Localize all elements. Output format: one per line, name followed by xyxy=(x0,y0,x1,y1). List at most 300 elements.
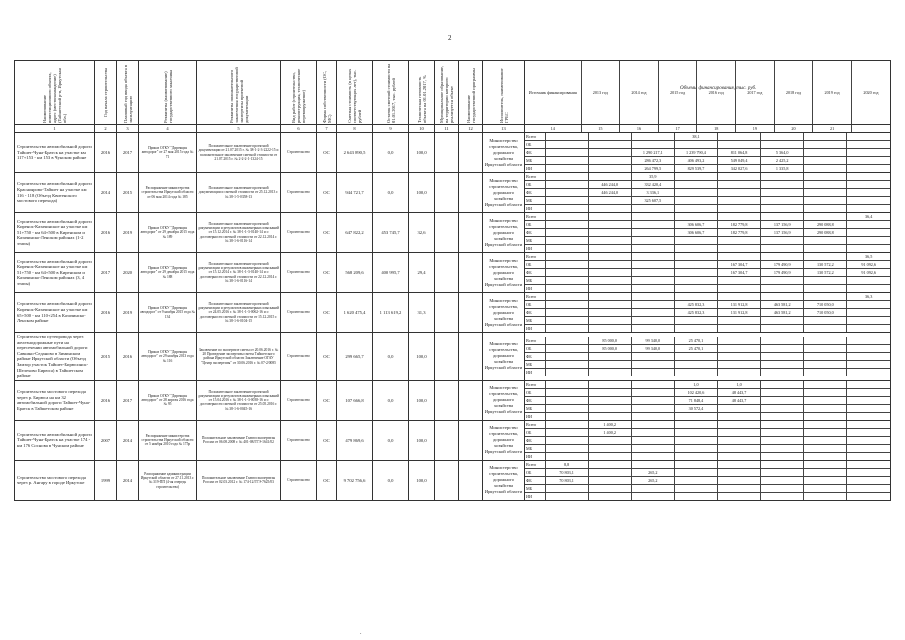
end-year: 2017 xyxy=(117,133,139,173)
fin-value xyxy=(847,325,890,333)
fin-value xyxy=(545,337,588,345)
fin-value xyxy=(631,253,674,261)
fin-value xyxy=(545,412,588,420)
column-number: 3 xyxy=(117,125,139,133)
fin-value: 5 364,0 xyxy=(761,149,804,157)
fin-value xyxy=(545,253,588,261)
fin-value xyxy=(545,285,588,293)
fin-source-label: ОБ xyxy=(525,388,545,396)
fin-value xyxy=(545,181,588,189)
work-type: Строительство xyxy=(281,173,317,213)
fin-value xyxy=(545,133,588,141)
readiness-percent: 100,0 xyxy=(409,420,435,460)
fin-value xyxy=(761,381,804,389)
fin-value: 265,2 xyxy=(631,468,674,476)
fin-value xyxy=(631,261,674,269)
table-row xyxy=(15,173,891,213)
fin-value xyxy=(804,436,847,444)
fin-value: 306 606,7 xyxy=(674,221,717,229)
agency-name: Министерство строительства, дорожного хозяйства Иркутской области xyxy=(483,133,525,173)
fin-value xyxy=(674,277,717,285)
fin-value xyxy=(631,360,674,368)
estimated-cost: 479 869,6 xyxy=(337,420,373,460)
ownership-form: ОС xyxy=(317,460,337,500)
fin-value xyxy=(804,444,847,452)
fin-value xyxy=(718,404,761,412)
fin-value xyxy=(847,221,890,229)
fin-value xyxy=(847,285,890,293)
fin-value xyxy=(761,360,804,368)
fin-value xyxy=(761,325,804,333)
fin-value xyxy=(761,285,804,293)
fin-source-label: Всего xyxy=(525,337,545,345)
fin-value xyxy=(761,492,804,500)
fin-value: 130 572,2 xyxy=(804,261,847,269)
fin-source-label: ФБ xyxy=(525,436,545,444)
column-number: 4 xyxy=(139,125,197,133)
fin-value xyxy=(674,189,717,197)
table-row xyxy=(15,213,891,253)
fin-value xyxy=(674,428,717,436)
header-expertise: Реквизиты положительного заключения государственной экспертизы проектной документации xyxy=(197,61,281,125)
fin-value xyxy=(847,452,890,460)
column-number: 11 xyxy=(435,125,459,133)
municipality xyxy=(435,213,459,253)
customer-order: Распоряжение администрации Иркутской области от 27.11.2013 г. № 319-ПП (4-ая очередь строительства) xyxy=(139,460,197,500)
work-type: Строительство xyxy=(281,253,317,293)
fin-value xyxy=(804,325,847,333)
table-row xyxy=(15,293,891,333)
fin-value xyxy=(545,317,588,325)
fin-value xyxy=(674,245,717,253)
fin-value xyxy=(545,484,588,492)
fin-value xyxy=(847,484,890,492)
remaining-cost: 400 995,7 xyxy=(373,253,409,293)
customer-order: Приказ ОГКУ "Дирекция автодорог" от 27 мая 2015 года № 71 xyxy=(139,133,197,173)
fin-value xyxy=(588,468,631,476)
remaining-cost: 0,0 xyxy=(373,380,409,420)
fin-value xyxy=(761,344,804,352)
fin-value xyxy=(674,261,717,269)
fin-value xyxy=(674,476,717,484)
fin-value: 70 803,1 xyxy=(545,468,588,476)
customer-order: Распоряжение министерства строительства Иркутской области от 06 мая 2014 года № 185 xyxy=(139,173,197,213)
municipality xyxy=(435,460,459,500)
fin-value xyxy=(674,360,717,368)
column-number: 8 xyxy=(337,125,373,133)
fin-source-label: Всего xyxy=(525,461,545,469)
financing-block xyxy=(525,460,891,500)
fin-source-label: ФБ xyxy=(525,309,545,317)
fin-value: 182 779,8 xyxy=(718,229,761,237)
fin-value xyxy=(631,245,674,253)
fin-value xyxy=(847,337,890,345)
end-year: 2019 xyxy=(117,293,139,333)
fin-value: 342 027,6 xyxy=(718,165,761,173)
fin-value xyxy=(761,337,804,345)
fin-source-label: ИИ xyxy=(525,452,545,460)
fin-value xyxy=(804,181,847,189)
fin-source-label: ФБ xyxy=(525,189,545,197)
fin-value xyxy=(847,468,890,476)
fin-value: 1 239 790,4 xyxy=(674,149,717,157)
work-type: Строительство xyxy=(281,460,317,500)
table-row xyxy=(15,133,891,173)
fin-value xyxy=(761,476,804,484)
fin-source-label: Всего xyxy=(525,293,545,301)
fin-value xyxy=(588,261,631,269)
fin-value: 35,9 xyxy=(631,173,674,181)
agency-name: Министерство строительства, дорожного хозяйства Иркутской области xyxy=(483,293,525,333)
object-name: Строительство автомобильной дороги Тайшет-Чуна-Братск на участке 174 - км 176 Соснова в Чунском районе xyxy=(15,420,95,460)
header-start-year: Год начала строительства xyxy=(95,61,117,125)
remaining-cost: 0,0 xyxy=(373,173,409,213)
expertise-conclusion: Заключение по экспертизе сметы от 20.06.2016 г. № 20 Проведение экспертизы сметы Тайшетского района Иркутской области Заключение ОГАУ "Центр экспертизы" от 30.06.2016 г. № 07-2/0085 xyxy=(197,333,281,381)
end-year: 2014 xyxy=(117,420,139,460)
fin-value xyxy=(761,277,804,285)
expertise-conclusion: Положительное заключение Главгосэкспертизы России от 02.03.2012 г. № 174-12/ГГЭ-7625/03 xyxy=(197,460,281,500)
estimated-cost: 107 666,8 xyxy=(337,380,373,420)
fin-value xyxy=(804,293,847,301)
table-row xyxy=(15,380,891,420)
fin-value xyxy=(588,309,631,317)
program xyxy=(459,253,483,293)
fin-value xyxy=(761,133,804,141)
fin-value xyxy=(545,428,588,436)
fin-value xyxy=(545,368,588,376)
fin-value: 137 156,9 xyxy=(761,221,804,229)
fin-value xyxy=(674,492,717,500)
fin-source-label: ФБ xyxy=(525,229,545,237)
municipality xyxy=(435,420,459,460)
financing-block xyxy=(525,293,891,333)
fin-value: 25 470,1 xyxy=(674,337,717,345)
work-type: Строительство xyxy=(281,213,317,253)
fin-value xyxy=(588,157,631,165)
fin-value xyxy=(718,253,761,261)
start-year: 2016 xyxy=(95,133,117,173)
start-year: 2015 xyxy=(95,333,117,381)
fin-value xyxy=(847,301,890,309)
fin-value xyxy=(847,317,890,325)
fin-value: 1,0 xyxy=(674,381,717,389)
column-number: 13 xyxy=(483,125,525,133)
fin-source-label: ИИ xyxy=(525,285,545,293)
fin-value xyxy=(761,141,804,149)
fin-value xyxy=(761,461,804,469)
fin-source-label: ИИ xyxy=(525,368,545,376)
fin-value xyxy=(847,181,890,189)
fin-value xyxy=(545,229,588,237)
fin-value xyxy=(588,412,631,420)
fin-value xyxy=(545,352,588,360)
fin-source-label: Всего xyxy=(525,173,545,181)
fin-value: 137 156,9 xyxy=(761,229,804,237)
fin-value xyxy=(588,360,631,368)
fin-value xyxy=(804,141,847,149)
fin-value: 36,5 xyxy=(847,253,890,261)
fin-value xyxy=(588,388,631,396)
fin-value: 30 572,4 xyxy=(674,404,717,412)
fin-source-label: Всего xyxy=(525,133,545,141)
fin-value xyxy=(674,368,717,376)
fin-value xyxy=(718,277,761,285)
fin-source-label: МБ xyxy=(525,157,545,165)
fin-value xyxy=(631,309,674,317)
fin-value xyxy=(545,421,588,429)
fin-value xyxy=(847,360,890,368)
expertise-conclusion: Положительное заключение проектной документации и результатов инженерных изысканий от 15.12.2014 г. № 38-1-1-3-0140-14 и о достоверности сметной стоимости от 22.12.2014 г. № 38-1-6-0116-14 xyxy=(197,253,281,293)
fin-value: 130 572,2 xyxy=(804,269,847,277)
fin-value xyxy=(804,381,847,389)
fin-value xyxy=(847,173,890,181)
fin-value: 131 912,8 xyxy=(718,301,761,309)
fin-value: 131 912,8 xyxy=(718,309,761,317)
fin-value xyxy=(804,277,847,285)
fin-value xyxy=(804,149,847,157)
remaining-cost: 0,0 xyxy=(373,420,409,460)
fin-value xyxy=(545,237,588,245)
fin-value xyxy=(588,484,631,492)
fin-value xyxy=(631,492,674,500)
ownership-form: ОС xyxy=(317,133,337,173)
fin-source-label: МБ xyxy=(525,484,545,492)
object-name: Строительство автомобильной дороги Киренск-Казачинское на участке км 51+750 - км 64+500 в Киренском и Казачинско-Ленском районах (1-2 этапы) xyxy=(15,213,95,253)
financing-block xyxy=(525,213,891,253)
end-year: 2019 xyxy=(117,213,139,253)
fin-value xyxy=(847,428,890,436)
fin-value: 71 848,4 xyxy=(674,396,717,404)
fin-value: 102 420,6 xyxy=(674,388,717,396)
fin-value xyxy=(631,325,674,333)
fin-value xyxy=(847,309,890,317)
remaining-cost: 1 113 619,2 xyxy=(373,293,409,333)
fin-value xyxy=(631,133,674,141)
agency-name: Министерство строительства, дорожного хозяйства Иркутской области xyxy=(483,333,525,381)
financing-block xyxy=(525,173,891,213)
fin-value xyxy=(674,444,717,452)
fin-value xyxy=(804,237,847,245)
fin-source-label: ОБ xyxy=(525,301,545,309)
end-year: 2015 xyxy=(117,173,139,213)
fin-value xyxy=(631,237,674,245)
fin-value: 70 803,1 xyxy=(545,476,588,484)
estimated-cost: 2 643 890,5 xyxy=(337,133,373,173)
table-row xyxy=(15,253,891,293)
financing-block xyxy=(525,420,891,460)
header-name: Наименование инвестиционного объекта, адрес (местонахождение) (Тайшетский р-н, Иркутская обл.) xyxy=(15,61,95,125)
fin-value xyxy=(761,436,804,444)
fin-value xyxy=(847,388,890,396)
fin-value xyxy=(804,476,847,484)
fin-value xyxy=(588,352,631,360)
table-row xyxy=(15,333,891,381)
fin-value: 332 420,4 xyxy=(631,181,674,189)
financing-block xyxy=(525,133,891,173)
fin-value xyxy=(804,404,847,412)
fin-value xyxy=(588,396,631,404)
fin-value: 1,0 xyxy=(718,381,761,389)
investment-objects-table xyxy=(14,60,891,501)
column-number: 2 xyxy=(95,125,117,133)
fin-value xyxy=(631,461,674,469)
end-year: 2014 xyxy=(117,460,139,500)
fin-value xyxy=(588,205,631,213)
fin-value xyxy=(631,444,674,452)
column-number: 10 xyxy=(409,125,435,133)
fin-value xyxy=(761,368,804,376)
fin-value xyxy=(631,484,674,492)
fin-value xyxy=(588,253,631,261)
fin-value xyxy=(761,412,804,420)
fin-value xyxy=(545,165,588,173)
program xyxy=(459,133,483,173)
work-type: Строительство xyxy=(281,293,317,333)
fin-value xyxy=(847,197,890,205)
readiness-percent: 29,4 xyxy=(409,253,435,293)
readiness-percent: 100,0 xyxy=(409,173,435,213)
start-year: 2016 xyxy=(95,293,117,333)
fin-value xyxy=(674,325,717,333)
customer-order: Приказ ОГКУ "Дирекция автодорог" от 29 декабря 2015 года № 189 xyxy=(139,213,197,253)
fin-value xyxy=(588,325,631,333)
fin-value xyxy=(588,452,631,460)
fin-value xyxy=(674,269,717,277)
work-type: Строительство xyxy=(281,380,317,420)
fin-value xyxy=(718,245,761,253)
fin-value xyxy=(545,301,588,309)
fin-value xyxy=(545,141,588,149)
header-row xyxy=(15,61,891,125)
fin-value xyxy=(674,237,717,245)
work-type: Строительство xyxy=(281,133,317,173)
fin-value xyxy=(588,444,631,452)
expertise-conclusion: Положительное заключение проектной документации и результатов инженерных изысканий от 15.12.2014 г. № 38-1-1-3-0140-14 и о достоверности сметной стоимости от 22.12.2014 г. № 38-1-6-0116-14 xyxy=(197,213,281,253)
fin-value: 38,1 xyxy=(674,133,717,141)
fin-value xyxy=(761,253,804,261)
fin-source-label: ОБ xyxy=(525,468,545,476)
expertise-conclusion: Положительное заключение проектной документации и сметной стоимости от 25.12.2013 г. № 38-1-5-0358-13 xyxy=(197,173,281,213)
start-year: 2014 xyxy=(95,173,117,213)
fin-source-label: Всего xyxy=(525,421,545,429)
fin-value xyxy=(631,141,674,149)
fin-value xyxy=(631,293,674,301)
fin-value: 406 493,2 xyxy=(674,157,717,165)
fin-value xyxy=(631,277,674,285)
fin-value xyxy=(545,344,588,352)
fin-value xyxy=(545,360,588,368)
estimated-cost: 568 209,6 xyxy=(337,253,373,293)
ownership-form: ОС xyxy=(317,380,337,420)
fin-value xyxy=(588,197,631,205)
fin-value: 85 000,0 xyxy=(588,337,631,345)
fin-value xyxy=(718,173,761,181)
fin-source-label: ИИ xyxy=(525,492,545,500)
fin-value xyxy=(718,444,761,452)
header-end-year: Плановый год ввода объекта в эксплуатацию xyxy=(117,61,139,125)
fin-value xyxy=(718,428,761,436)
program xyxy=(459,460,483,500)
financing-block xyxy=(525,333,891,381)
header-year-2014: 2014 год xyxy=(620,61,659,124)
fin-value xyxy=(718,492,761,500)
fin-value xyxy=(761,181,804,189)
fin-value: 48 443,7 xyxy=(718,388,761,396)
agency-name: Министерство строительства, дорожного хозяйства Иркутской области xyxy=(483,460,525,500)
fin-value xyxy=(761,396,804,404)
fin-value xyxy=(804,213,847,221)
ownership-form: ОС xyxy=(317,293,337,333)
end-year: 2020 xyxy=(117,253,139,293)
start-year: 2016 xyxy=(95,380,117,420)
fin-value xyxy=(718,461,761,469)
fin-value: 264 799,5 xyxy=(631,165,674,173)
fin-source-label: Всего xyxy=(525,381,545,389)
expertise-conclusion: Положительное заключение проектной документации от 21.07.2015 г. № 38-1-2-3-2222-15 и положительное заключение сметной стоимости от 21.07.2015 г. № 2-2-2-1-1324-15 xyxy=(197,133,281,173)
end-year: 2016 xyxy=(117,333,139,381)
program xyxy=(459,173,483,213)
fin-value xyxy=(718,468,761,476)
fin-value xyxy=(847,352,890,360)
fin-value: 167 304,7 xyxy=(718,269,761,277)
column-number: 6 xyxy=(281,125,317,133)
fin-value xyxy=(545,245,588,253)
header-municipality: Муниципальное образование, на территории которого реализуется объект xyxy=(435,61,459,125)
fin-value xyxy=(761,237,804,245)
ownership-form: ОС xyxy=(317,333,337,381)
fin-value xyxy=(631,396,674,404)
fin-source-label: МБ xyxy=(525,444,545,452)
fin-value xyxy=(718,476,761,484)
fin-value: 91 092,6 xyxy=(847,269,890,277)
fin-value xyxy=(588,404,631,412)
fin-value xyxy=(847,444,890,452)
fin-value: 2 425,2 xyxy=(761,157,804,165)
fin-value xyxy=(674,352,717,360)
municipality xyxy=(435,253,459,293)
ownership-form: ОС xyxy=(317,253,337,293)
fin-value xyxy=(674,205,717,213)
estimated-cost: 1 620 475,4 xyxy=(337,293,373,333)
start-year: 2016 xyxy=(95,213,117,253)
remaining-cost: 0,0 xyxy=(373,460,409,500)
fin-value xyxy=(804,285,847,293)
fin-value xyxy=(588,301,631,309)
fin-value xyxy=(761,452,804,460)
municipality xyxy=(435,173,459,213)
fin-value: 306 606,7 xyxy=(674,229,717,237)
fin-value xyxy=(631,221,674,229)
fin-value: 829 539,7 xyxy=(674,165,717,173)
fin-value xyxy=(588,237,631,245)
fin-value xyxy=(631,381,674,389)
fin-source-label: ФБ xyxy=(525,149,545,157)
fin-value xyxy=(804,452,847,460)
fin-value xyxy=(847,133,890,141)
page-number: 2 xyxy=(448,34,452,42)
fin-value xyxy=(631,205,674,213)
fin-value xyxy=(804,253,847,261)
work-type: Строительство xyxy=(281,420,317,460)
fin-value xyxy=(545,436,588,444)
fin-value: 25 470,1 xyxy=(674,344,717,352)
column-number: 17 xyxy=(658,125,697,132)
fin-value xyxy=(545,404,588,412)
header-year-2018: 2018 год xyxy=(774,61,813,124)
fin-value xyxy=(588,476,631,484)
fin-value: 182 779,8 xyxy=(718,221,761,229)
work-type: Строительство xyxy=(281,333,317,381)
